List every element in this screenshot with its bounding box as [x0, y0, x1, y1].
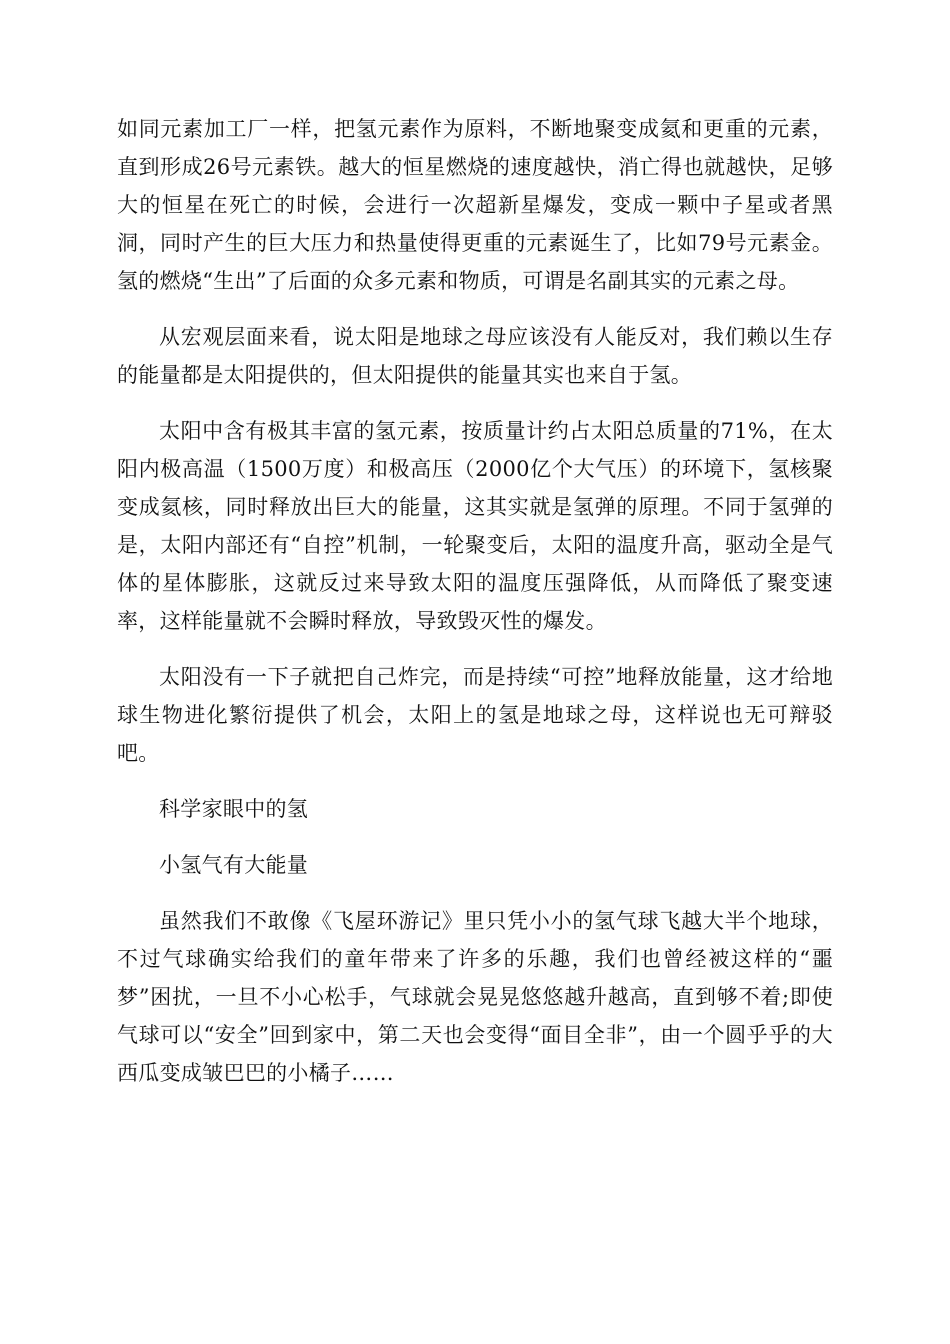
paragraph-element-factory: 如同元素加工厂一样，把氢元素作为原料，不断地聚变成氦和更重的元素，直到形成26号元素铁。越大的恒星燃烧的速度越快，消亡得也就越快，足够大的恒星在死亡的时候，会进行一次超新星爆发，变成一颗中子星或者黑洞，同时产生的巨大压力和热量使得更重的元素诞生了，比如79号元素金。氢的燃烧“生出”了后面的众多元素和物质，可谓是名副其实的元素之母。	[117, 117, 833, 293]
section-heading-scientist: 科学家眼中的氢	[159, 797, 309, 821]
paragraph-controlled-release: 太阳没有一下子就把自己炸完，而是持续“可控”地释放能量，这才给地球生物进化繁衍提供了机会，太阳上的氢是地球之母，这样说也无可辩驳吧。	[117, 665, 833, 765]
paragraph-balloon: 虽然我们不敢像《飞屋环游记》里只凭小小的氢气球飞越大半个地球，不过气球确实给我们的童年带来了许多的乐趣，我们也曾经被这样的“噩梦”困扰，一旦不小心松手，气球就会晃晃悠悠越升越高，直到够不着;即使气球可以“安全”回到家中，第二天也会变得“面目全非”，由一个圆乎乎的大西瓜变成皱巴巴的小橘子……	[117, 909, 833, 1085]
section-heading-energy: 小氢气有大能量	[159, 853, 309, 877]
paragraph-sun-mother: 从宏观层面来看，说太阳是地球之母应该没有人能反对，我们赖以生存的能量都是太阳提供的，但太阳提供的能量其实也来自于氢。	[117, 325, 833, 387]
document-body	[117, 110, 833, 1110]
paragraph-sun-hydrogen: 太阳中含有极其丰富的氢元素，按质量计约占太阳总质量的71%，在太阳内极高温（1500万度）和极高压（2000亿个大气压）的环境下，氢核聚变成氦核，同时释放出巨大的能量，这其实就是氢弹的原理。不同于氢弹的是，太阳内部还有“自控”机制，一轮聚变后，太阳的温度升高，驱动全是气体的星体膨胀，这就反过来导致太阳的温度压强降低，从而降低了聚变速率，这样能量就不会瞬时释放，导致毁灭性的爆发。	[117, 419, 833, 633]
